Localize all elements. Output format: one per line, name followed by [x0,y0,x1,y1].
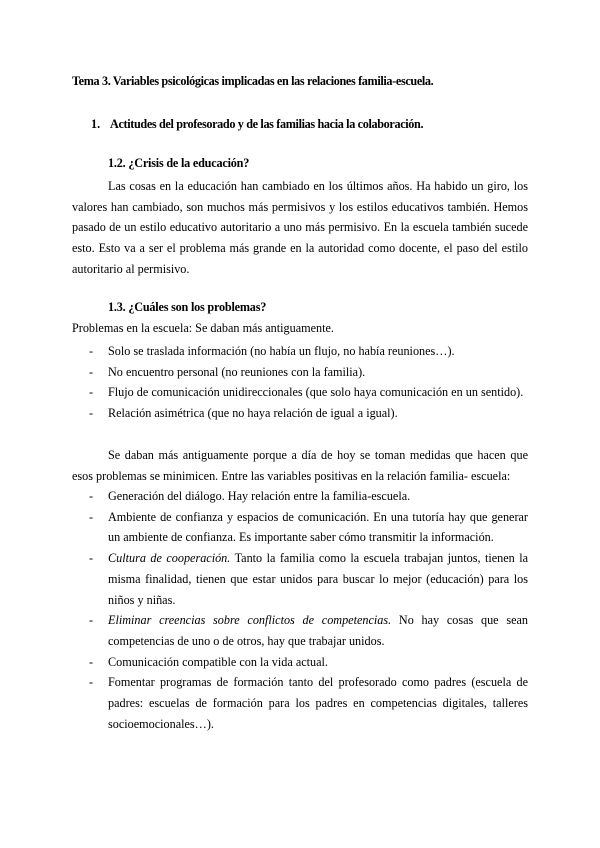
document-title: Tema 3. Variables psicológicas implicadas en las relaciones familia-escuela. [72,74,434,88]
section-1-2-heading: 1.2. ¿Crisis de la educación? [108,156,250,170]
positive-item [108,548,528,610]
problems-intro: Problemas en la escuela: Se daban más antiguamente. [72,321,334,335]
positive-text: Comunicación compatible con la vida actual. [108,654,328,669]
list-item [89,486,528,507]
list-item [89,672,528,734]
positive-item [108,610,528,651]
section-1-number: 1. [91,117,101,131]
positive-text: Ambiente de confianza y espacios de comunicación. En una tutoría hay que generar un ambiente de confianza. Es importante saber cómo transmitir la información. [108,509,528,545]
section-1-2-paragraph: Las cosas en la educación han cambiado en los últimos años. Ha habido un giro, los valores han cambiado, son muchos más permisivos y los estilos educativos también. Hemos pasado de un estilo educativo autoritario a uno más permisivo. En la escuela también sucede esto. Esto va a ser el problema más grande en la autoridad como docente, el paso del estilo autoritario al permisivo. [72,179,528,276]
dash-bullet: - [89,385,94,400]
dash-bullet: - [89,406,94,421]
dash-bullet: - [89,344,94,358]
dash-bullet: - [89,551,94,566]
positive-text: Fomentar programas de formación tanto del profesorado como padres (escuela de padres: escuelas de formación para los padres en competencias digitales, talleres socioemocionales…). [108,675,528,731]
list-item [89,610,528,651]
problem-text: Solo se traslada información (no había un flujo, no había reuniones…). [108,344,455,358]
dash-bullet: - [89,613,94,628]
problems-list [89,341,528,424]
problem-text: No encuentro personal (no reuniones con la familia). [108,364,366,379]
list-item [89,548,528,610]
list-item [89,403,528,424]
problem-text: Relación asimétrica (que no haya relación de igual a igual). [108,406,398,421]
dash-bullet: - [89,675,94,690]
list-item [89,362,528,383]
positive-emphasis: Eliminar creencias sobre conflictos de competencias. [108,613,392,628]
positive-text: No hay cosas que sean competencias de uno o de otros, hay que trabajar unidos. [108,613,528,648]
positive-text: Generación del diálogo. Hay relación entre la familia-escuela. [108,489,411,503]
list-item [89,507,528,548]
dash-bullet: - [89,364,94,379]
list-item [89,652,528,673]
problem-text: Flujo de comunicación unidireccionales (que solo haya comunicación en un sentido). [108,385,524,400]
positive-emphasis: Cultura de cooperación. [108,551,231,566]
positive-text: Tanto la familia como la escuela trabajan juntos, tienen la misma finalidad, tienen que estar unidos para buscar lo mejor (educación) para los niños y niñas. [108,551,528,607]
dash-bullet: - [89,509,94,524]
section-1-3-heading: 1.3. ¿Cuáles son los problemas? [108,300,267,314]
dash-bullet: - [89,489,94,503]
positive-variables-list [89,486,528,734]
positives-intro-paragraph: Se daban más antiguamente porque a día de hoy se toman medidas que hacen que esos problemas se minimicen. Entre las variables positivas en la relación familia- escuela: [72,448,528,483]
list-item [89,341,528,362]
section-1-heading: Actitudes del profesorado y de las familias hacia la colaboración. [110,117,424,131]
list-item [89,382,528,403]
dash-bullet: - [89,654,94,669]
